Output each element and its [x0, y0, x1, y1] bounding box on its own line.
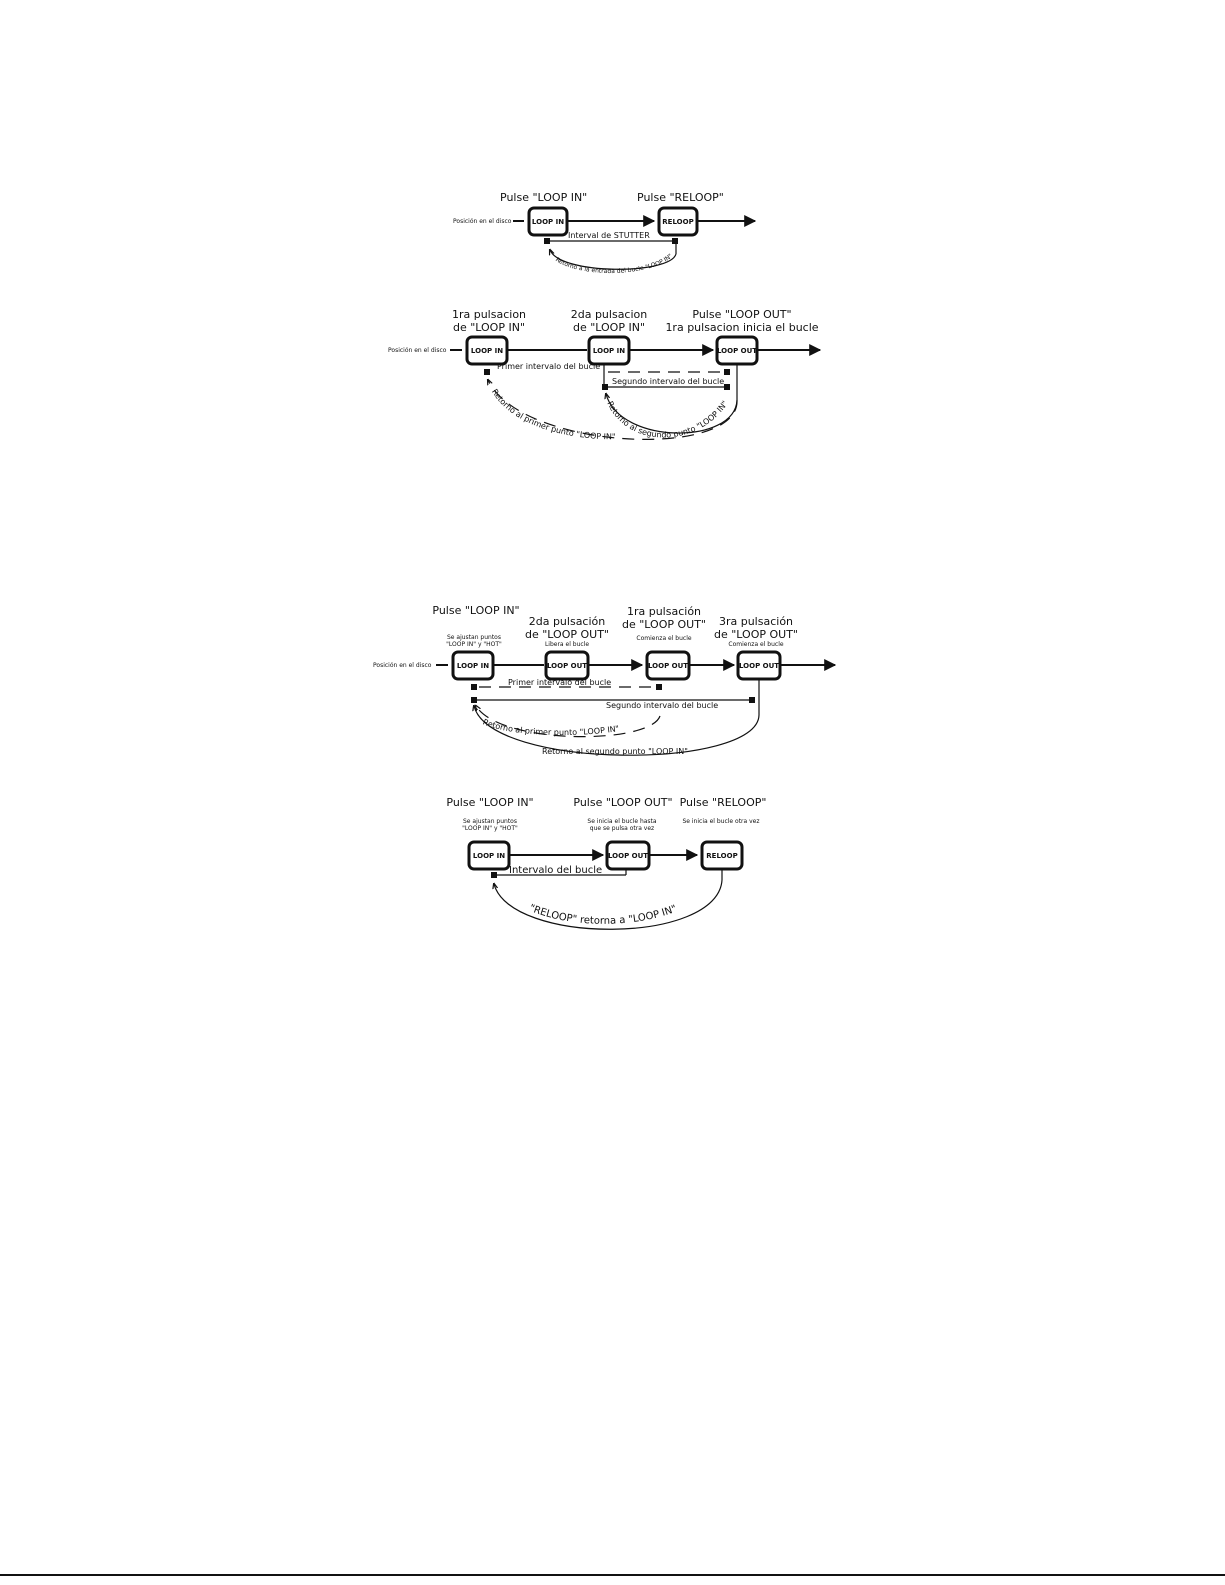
sub2: Libera el bucle: [544, 641, 590, 648]
diagram-two-loop-in: [388, 308, 820, 441]
first-interval-start-marker: [471, 684, 477, 690]
heading-3ra-line1: 3ra pulsación: [718, 615, 794, 628]
second-interval-start-marker: [602, 384, 608, 390]
return-label: Retorno a la entrada del bucle "LOOP IN": [554, 252, 675, 276]
second-interval-label: Segundo intervalo del bucle: [612, 377, 725, 386]
sub2-line1: Se inicia el bucle hasta: [587, 818, 657, 825]
return-first-label: Retorno al primer punto "LOOP IN": [481, 717, 620, 738]
second-interval-start-marker: [471, 697, 477, 703]
heading-1ra-line2: de "LOOP IN": [452, 321, 526, 334]
first-interval-label: Primer intervalo del bucle: [497, 362, 601, 371]
heading-pulse-loop-out: Pulse "LOOP OUT": [573, 796, 673, 809]
interval-start-marker: [544, 238, 550, 244]
sub3: Comienza el bucle: [636, 635, 692, 642]
loop-out-button-2-label: LOOP OUT: [647, 662, 689, 670]
return-second-label: Retorno al segundo punto "LOOP IN": [605, 399, 730, 440]
position-label: Posición en el disco: [453, 218, 512, 225]
sub2-line2: que se pulsa otra vez: [589, 825, 655, 832]
loop-out-button-3-label: LOOP OUT: [738, 662, 780, 670]
heading-pulse-loop-out: Pulse "LOOP OUT": [692, 308, 792, 321]
diagram-stutter: [453, 191, 755, 275]
heading-2da-line2: de "LOOP IN": [572, 321, 646, 334]
sub4: Comienza el bucle: [728, 641, 784, 648]
diagram-reloop: [446, 796, 766, 929]
loop-in-button-1-label: LOOP IN: [470, 347, 504, 355]
heading-1ra-line1: 1ra pulsación: [626, 605, 702, 618]
interval-end-marker: [672, 238, 678, 244]
sub1-line2: "LOOP IN" y "HOT": [446, 641, 502, 648]
heading-2da-line1: 2da pulsacion: [570, 308, 648, 321]
heading-2da-line2: de "LOOP OUT": [525, 628, 609, 641]
loop-out-button-label: LOOP OUT: [716, 347, 758, 355]
first-interval-end-marker: [724, 369, 730, 375]
return-second-label: Retorno al segundo punto "LOOP IN": [542, 747, 688, 756]
return-label: "RELOOP" retorna a "LOOP IN": [527, 902, 679, 927]
heading-pulse-loop-in: Pulse "LOOP IN": [446, 796, 534, 809]
heading-3ra-line2: de "LOOP OUT": [714, 628, 798, 641]
first-interval-label: Primer intervalo del bucle: [508, 678, 612, 687]
stutter-interval-label: Interval de STUTTER: [568, 231, 650, 240]
loop-out-button-label: LOOP OUT: [607, 852, 649, 860]
heading-inicia-bucle: 1ra pulsacion inicia el bucle: [665, 321, 819, 334]
sub1-line1: Se ajustan puntos: [463, 818, 517, 825]
first-interval-end-marker: [656, 684, 662, 690]
sub1-line1: Se ajustan puntos: [447, 634, 501, 641]
interval-label: Intervalo del bucle: [509, 865, 603, 876]
heading-pulse-loop-in: Pulse "LOOP IN": [500, 191, 588, 204]
loop-in-button-2-label: LOOP IN: [592, 347, 626, 355]
heading-2da-line1: 2da pulsación: [528, 615, 606, 628]
reloop-button-label: RELOOP: [662, 218, 694, 226]
second-interval-end-marker: [749, 697, 755, 703]
return-first-label: Retorno al primer punto "LOOP IN": [489, 387, 616, 442]
loop-out-button-1-label: LOOP OUT: [546, 662, 588, 670]
loop-in-button-label: LOOP IN: [531, 218, 565, 226]
heading-1ra-line1: 1ra pulsacion: [451, 308, 527, 321]
heading-pulse-loop-in: Pulse "LOOP IN": [432, 604, 520, 617]
interval-start-marker: [491, 872, 497, 878]
loop-in-button-label: LOOP IN: [456, 662, 490, 670]
heading-pulse-reloop: Pulse "RELOOP": [679, 796, 767, 809]
sub1-line2: "LOOP IN" y "HOT": [462, 825, 518, 832]
sub3: Se inicia el bucle otra vez: [682, 818, 760, 825]
loop-in-button-label: LOOP IN: [472, 852, 506, 860]
first-interval-start-marker: [484, 369, 490, 375]
heading-1ra-line2: de "LOOP OUT": [622, 618, 706, 631]
page-bottom-rule: [0, 1574, 1225, 1576]
heading-pulse-reloop: Pulse "RELOOP": [637, 191, 724, 204]
second-interval-label: Segundo intervalo del bucle: [606, 701, 719, 710]
reloop-button-label: RELOOP: [706, 852, 738, 860]
diagram-multi-loop-out: [373, 604, 835, 756]
position-label: Posición en el disco: [373, 662, 432, 669]
position-label: Posición en el disco: [388, 347, 447, 354]
second-interval-end-marker: [724, 384, 730, 390]
